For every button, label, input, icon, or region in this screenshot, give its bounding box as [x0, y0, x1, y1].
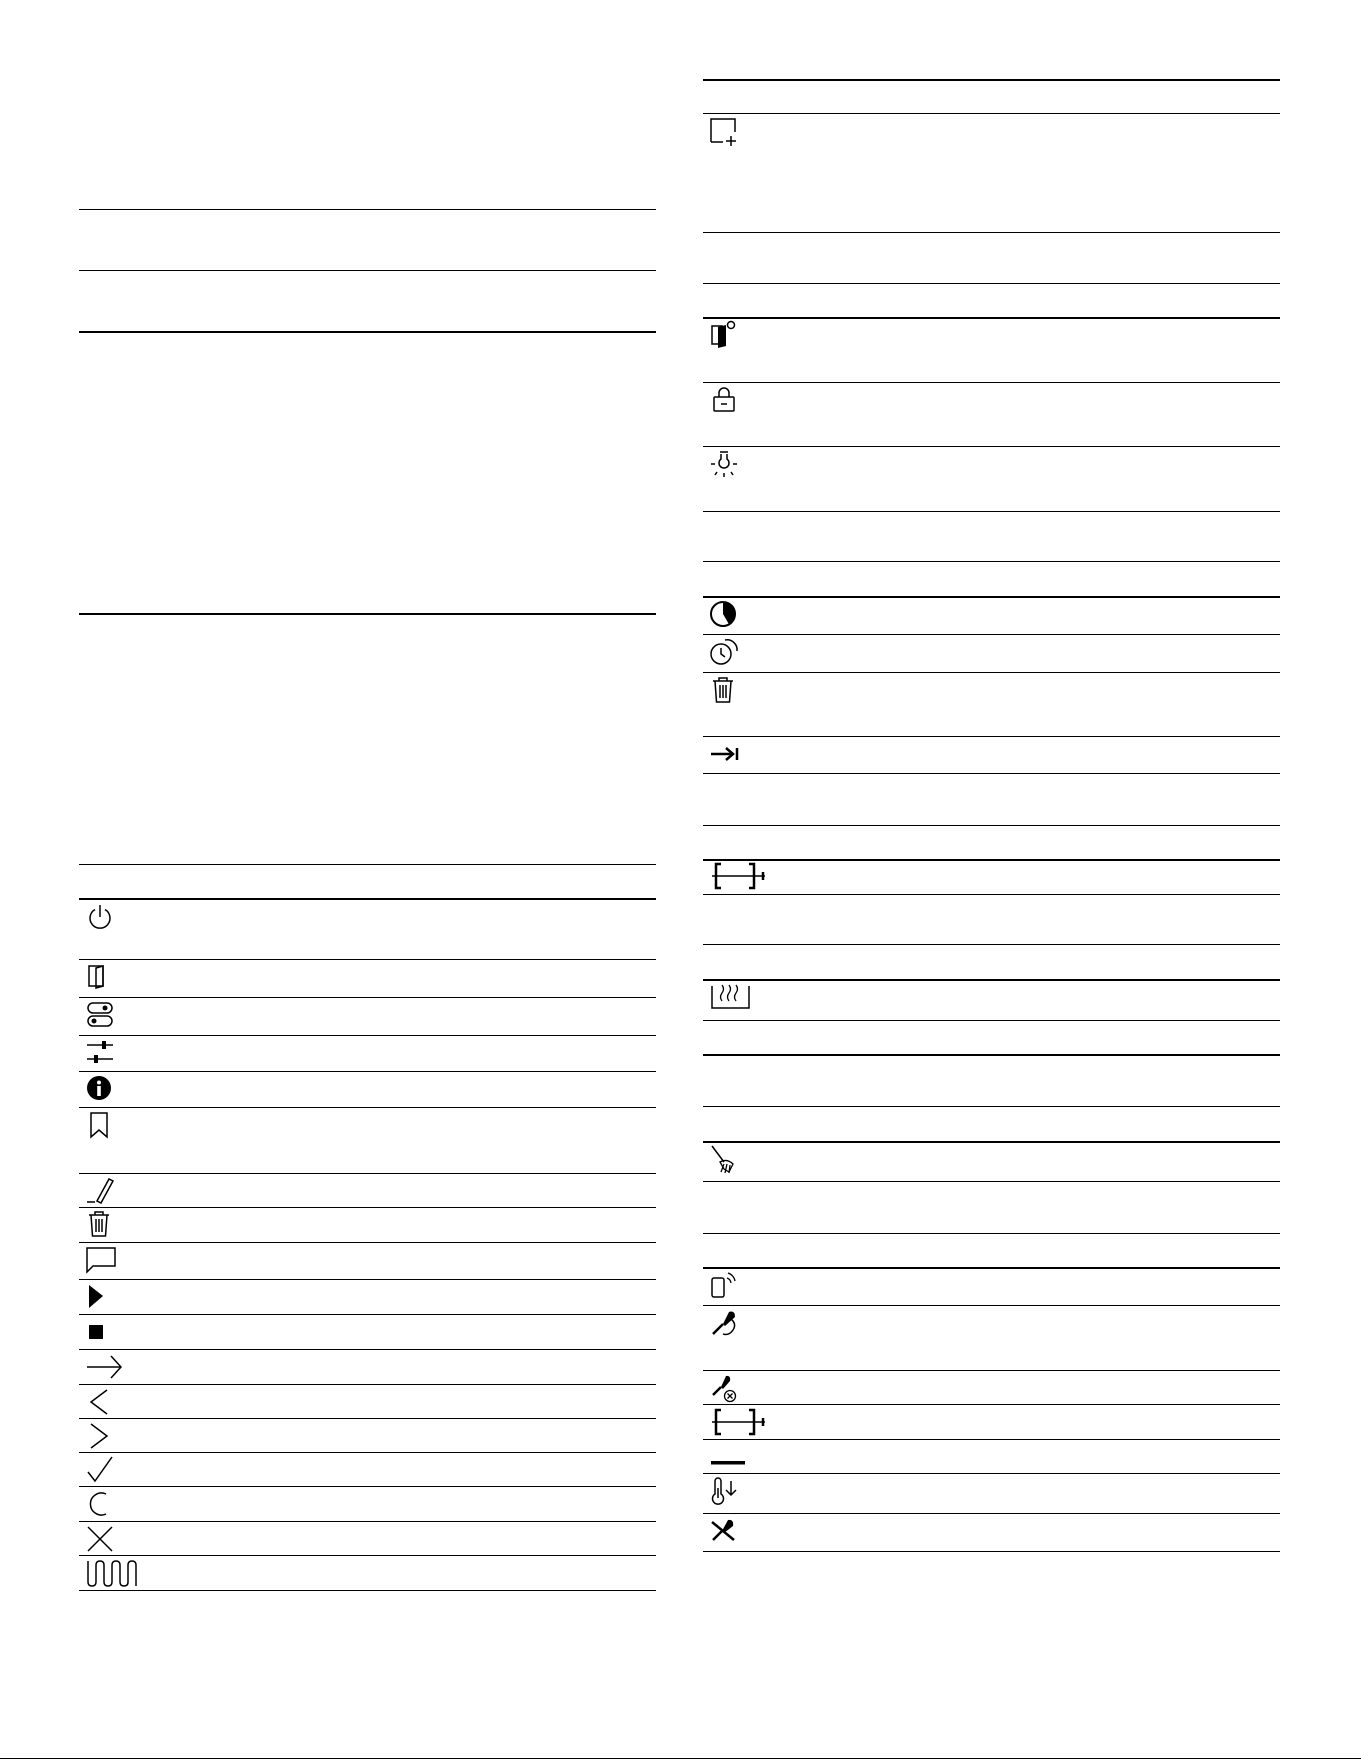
table-row-rule — [79, 1107, 656, 1108]
table-row-rule — [703, 1106, 1280, 1107]
table-row-rule — [703, 944, 1280, 945]
table-row-rule — [703, 1551, 1280, 1552]
table-row-rule — [703, 1513, 1280, 1514]
table-row-rule — [703, 1473, 1280, 1474]
play-icon — [83, 1282, 117, 1312]
table-row-rule — [703, 596, 1280, 598]
probe-off-icon — [707, 1516, 741, 1546]
clock-loop-icon — [707, 637, 741, 667]
close-x-icon — [83, 1524, 117, 1554]
table-row-rule — [703, 561, 1280, 562]
power-icon — [83, 902, 117, 932]
thermometer-down-icon — [707, 1476, 741, 1506]
table-row-rule — [79, 997, 656, 998]
table-row-rule — [703, 736, 1280, 737]
sliders-icon — [83, 1037, 117, 1067]
stop-icon — [83, 1317, 117, 1347]
left-rule — [79, 209, 656, 210]
table-row-rule — [79, 1314, 656, 1315]
c-letter-icon — [83, 1489, 117, 1519]
probe-remove-icon — [707, 1373, 741, 1403]
dash-line-icon — [707, 1449, 741, 1479]
left-rule — [79, 613, 656, 615]
table-row-rule — [703, 446, 1280, 447]
table-row-rule — [79, 959, 656, 960]
trash-icon — [707, 675, 741, 705]
table-row-rule — [703, 979, 1280, 981]
trash-icon — [83, 1209, 117, 1239]
table-row-rule — [703, 773, 1280, 774]
table-row-rule — [79, 1384, 656, 1385]
table-row-rule — [703, 1233, 1280, 1234]
table-row-rule — [703, 825, 1280, 826]
left-rule — [79, 270, 656, 271]
table-row-rule — [703, 894, 1280, 895]
light-bulb-icon — [707, 449, 741, 479]
arrow-right-icon — [83, 1352, 117, 1382]
bookmark-icon — [83, 1110, 117, 1140]
table-row-rule — [79, 1590, 656, 1591]
chevron-right-icon — [83, 1421, 117, 1451]
add-frame-icon — [707, 116, 741, 146]
brush-icon — [707, 1144, 741, 1174]
table-row-rule — [79, 1452, 656, 1453]
table-row-rule — [79, 1207, 656, 1208]
heating-element-icon — [83, 1558, 147, 1588]
table-row-rule — [79, 1521, 656, 1522]
table-row-rule — [79, 1486, 656, 1487]
table-header-rule — [79, 864, 656, 865]
left-rule — [79, 331, 656, 333]
checkmark-icon — [83, 1455, 117, 1485]
table-row-rule — [703, 1370, 1280, 1371]
table-row-rule — [703, 1141, 1280, 1143]
rail-extension-icon — [707, 1407, 771, 1437]
info-icon — [83, 1074, 117, 1104]
table-row-rule — [79, 1279, 656, 1280]
table-row-rule — [703, 283, 1280, 284]
table-header-rule — [79, 898, 656, 900]
table-row-rule — [79, 1035, 656, 1036]
pie-timer-icon — [707, 599, 741, 629]
table-row-rule — [79, 1173, 656, 1174]
lock-icon — [707, 385, 741, 415]
table-row-rule — [703, 511, 1280, 512]
table-row-rule — [703, 317, 1280, 319]
table-header-rule — [703, 113, 1280, 114]
door-icon — [83, 962, 117, 992]
table-row-rule — [703, 1181, 1280, 1182]
table-row-rule — [703, 672, 1280, 673]
table-row-rule — [79, 1418, 656, 1419]
remote-device-icon — [707, 1270, 741, 1300]
food-probe-icon — [707, 1308, 741, 1338]
table-row-rule — [703, 1439, 1280, 1440]
table-row-rule — [703, 1020, 1280, 1021]
chevron-left-icon — [83, 1387, 117, 1417]
door-alert-icon — [707, 320, 741, 350]
water-tray-icon — [707, 982, 771, 1012]
table-row-rule — [703, 634, 1280, 635]
table-row-rule — [703, 1404, 1280, 1405]
table-row-rule — [703, 1305, 1280, 1306]
table-row-rule — [79, 1555, 656, 1556]
table-row-rule — [703, 1267, 1280, 1269]
edit-pencil-icon — [83, 1175, 117, 1205]
rail-extension-icon — [707, 861, 771, 891]
toggle-settings-icon — [83, 1000, 117, 1030]
table-row-rule — [703, 232, 1280, 233]
message-icon — [83, 1244, 117, 1274]
table-row-rule — [79, 1071, 656, 1072]
skip-to-end-icon — [707, 739, 741, 769]
table-row-rule — [703, 1054, 1280, 1056]
page-bottom-edge — [0, 1758, 1361, 1759]
table-header-rule — [703, 79, 1280, 81]
table-row-rule — [703, 382, 1280, 383]
table-row-rule — [79, 1242, 656, 1243]
table-row-rule — [79, 1349, 656, 1350]
table-row-rule — [703, 859, 1280, 861]
